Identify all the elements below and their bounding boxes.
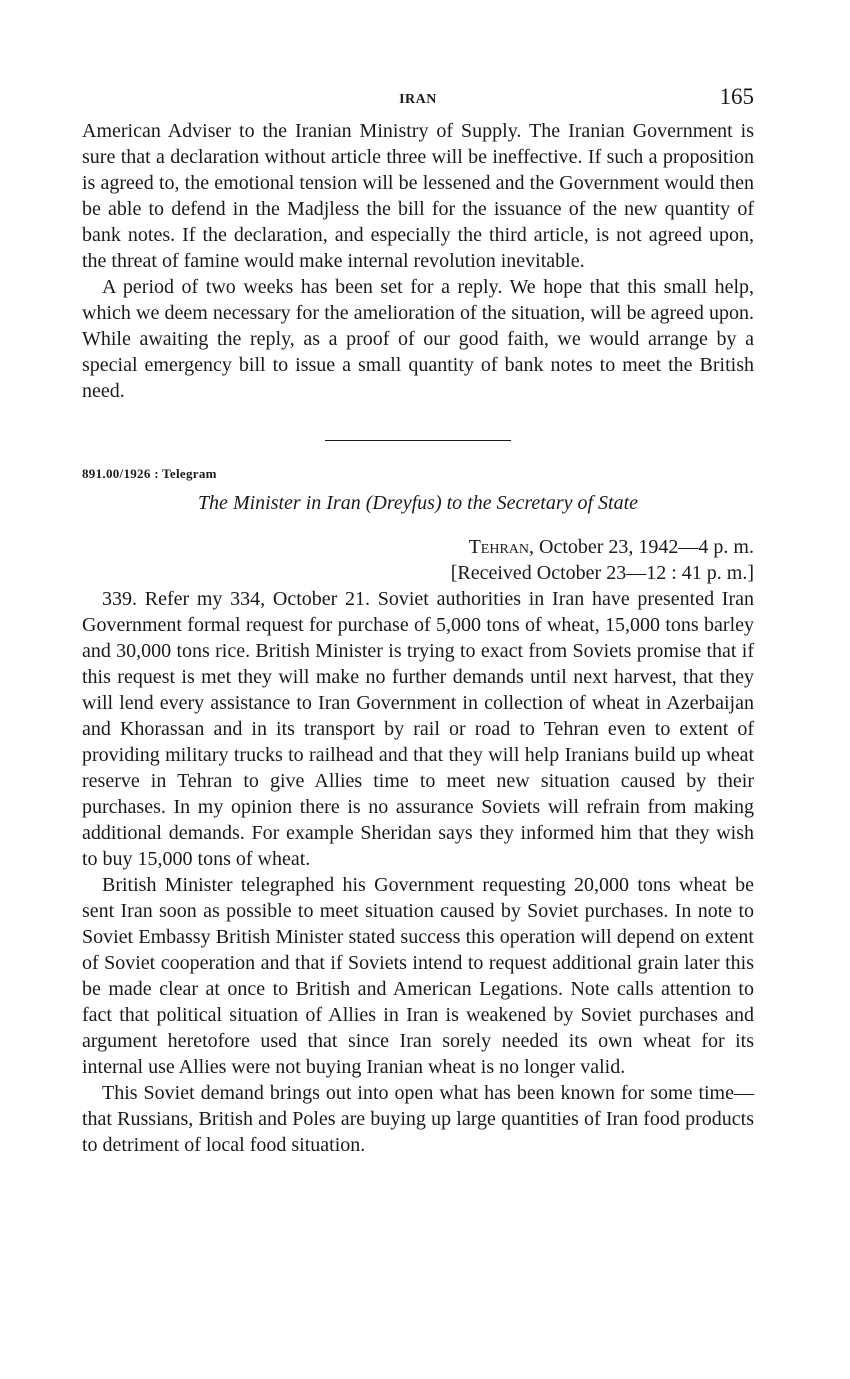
running-head <box>82 84 754 118</box>
sent-line <box>82 534 754 560</box>
running-title: IRAN <box>399 92 437 107</box>
file-reference: 891.00/1926 : Telegram <box>82 466 217 481</box>
document-title: The Minister in Iran (Dreyfus) to the Secretary of State <box>197 492 639 514</box>
received-line: [Received October 23—12 : 41 p. m.] <box>450 562 754 584</box>
continued-paragraph: American Adviser to the Iranian Ministry of Supply. The Iranian Government is sure that a declaration without article three will be ineffective. If such a proposition is agreed to, the emotional tension will be lessened and the Government would then be able to defend in the Madjless the bill for the issuance of the new quantity of bank notes. If the declaration, and especially the third article, is not agreed upon, the threat of famine would make internal revolution inevitable. <box>82 120 754 272</box>
telegram-paragraph: This Soviet demand brings out into open what has been known for some time—that Russians, British and Poles are buying up large quantities of Iran food products to detriment of local food situation. <box>82 1082 754 1156</box>
telegram-paragraph: 339. Refer my 334, October 21. Soviet authorities in Iran have presented Iran Government formal request for purchase of 5,000 tons of wheat, 15,000 tons barley and 30,000 tons rice. British Minister is trying to exact from Soviets promise that if this request is met they will make no further demands until next harvest, that they will lend every assistance to Iran Government in collection of wheat in Azerbaijan and Khorassan and in its transport by rail or road to Tehran even to extent of providing military trucks to railhead and that they will help Iranians build up wheat reserve in Tehran to give Allies time to meet new situation caused by their purchases. In my opinion there is no assurance Soviets will refrain from making additional demands. For example Sheridan says they informed him that they wish to buy 15,000 tons of wheat. <box>82 588 754 870</box>
dateline <box>82 534 754 586</box>
page-number: 165 <box>719 84 754 109</box>
section-divider <box>325 440 511 441</box>
document-page <box>82 84 754 1158</box>
place: Tehran <box>468 536 530 558</box>
telegram-paragraph: British Minister telegraphed his Government requesting 20,000 tons wheat be sent Iran soon as possible to meet situation caused by Soviet purchases. In note to Soviet Embassy British Minister stated success this operation will depend on extent of Soviet cooperation and that if Soviets intend to request additional grain later this be made clear at once to British and American Legations. Note calls attention to fact that political situation of Allies in Iran is weakened by Soviet purchases and argument heretofore used that since Iran sorely needed its own wheat for its internal use Allies were not buying Iranian wheat is no longer valid. <box>82 874 754 1078</box>
sent-date: , October 23, 1942—4 p. m. <box>529 536 754 558</box>
paragraph: A period of two weeks has been set for a reply. We hope that this small help, which we deem necessary for the amelioration of the situation, will be agreed upon. While awaiting the reply, as a proof of our good faith, we would arrange by a special emergency bill to issue a small quantity of bank notes to meet the British need. <box>82 276 754 402</box>
